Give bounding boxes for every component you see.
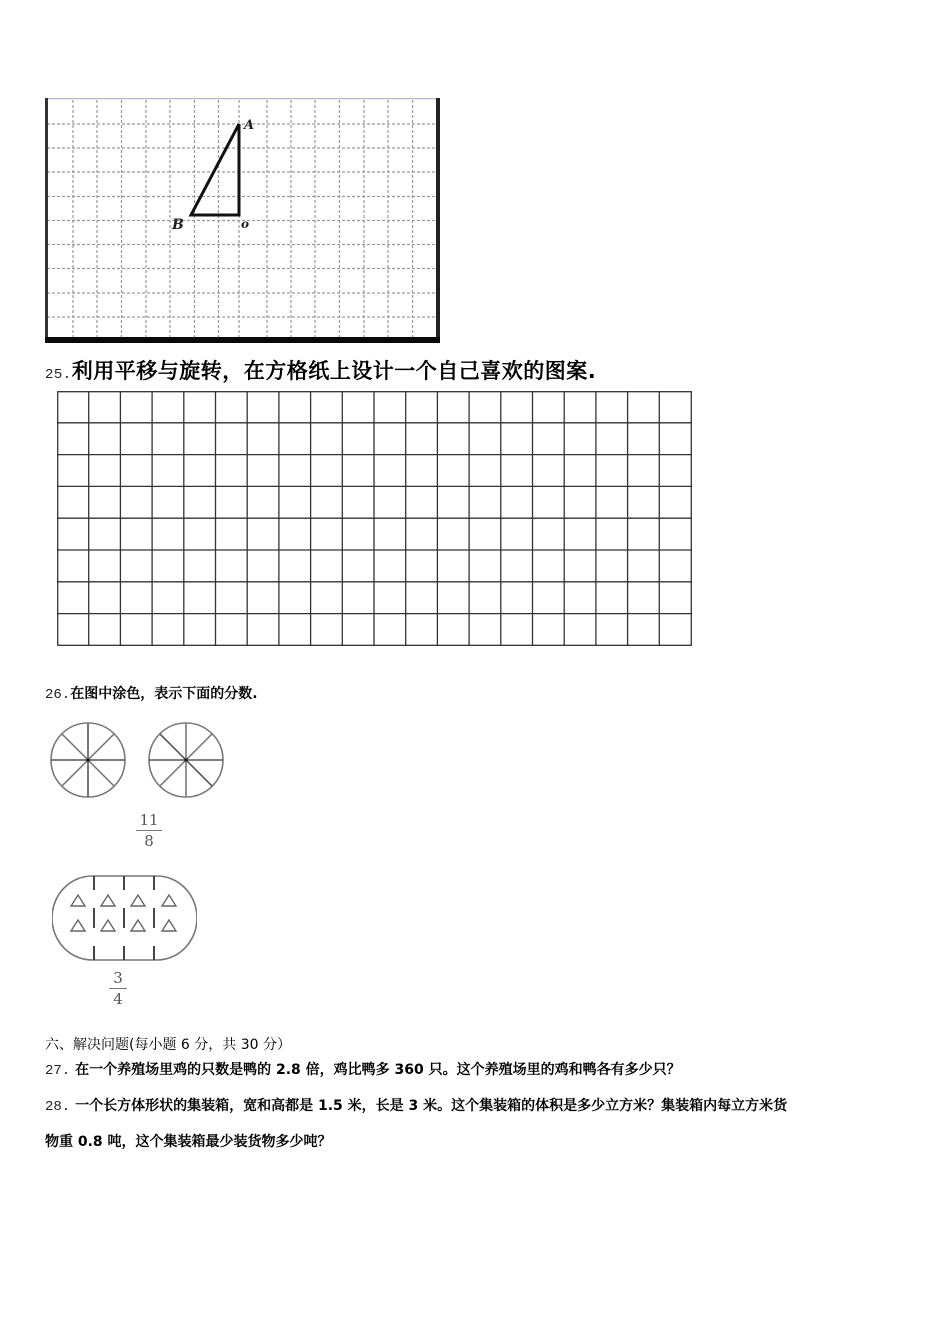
question-text: 利用平移与旋转，在方格纸上设计一个自己喜欢的图案.	[71, 359, 597, 383]
design-grid[interactable]	[57, 391, 692, 646]
section-6-heading: 六、解决问题(每小题 6 分，共 30 分）	[45, 1037, 291, 1053]
fraction-numerator: 3	[113, 969, 123, 987]
question-number: 26.	[45, 687, 71, 703]
fraction-numerator: 11	[139, 811, 159, 829]
fraction-bar	[109, 988, 127, 989]
vertex-label-o: o	[241, 217, 250, 231]
question-26	[45, 683, 258, 703]
question-number: 27.	[45, 1063, 71, 1079]
fraction-eleven-eighths	[136, 812, 162, 850]
question-28-continued: 物重 0.8 吨，这个集装箱最少装货物多少吨？	[45, 1134, 332, 1150]
circle-1[interactable]	[51, 723, 125, 797]
question-text: 在图中涂色，表示下面的分数.	[70, 686, 258, 702]
circle-2[interactable]	[149, 723, 223, 797]
vertex-label-b: B	[172, 217, 184, 233]
question-number: 25.	[45, 367, 72, 383]
question-number: 28.	[45, 1099, 71, 1115]
capsule-triangles-figure[interactable]	[52, 873, 197, 963]
fraction-bar	[136, 830, 162, 831]
triangle-grid-figure	[45, 98, 440, 343]
question-27	[45, 1059, 681, 1079]
fraction-denominator: 8	[144, 832, 154, 850]
question-text-line-1: 一个长方体形状的集装箱，宽和高都是 1.5 米，长是 3 米。这个集装箱的体积是多少立方米？集装箱内每立方米货	[75, 1098, 788, 1114]
question-28	[45, 1095, 787, 1115]
question-text: 在一个养殖场里鸡的只数是鸭的 2.8 倍，鸡比鸭多 360 只。这个养殖场里的鸡和鸭各有多少只？	[75, 1062, 681, 1078]
vertex-label-a: A	[244, 118, 255, 133]
fraction-three-quarters	[109, 970, 127, 1008]
eighths-circles[interactable]	[50, 722, 240, 802]
question-25	[45, 355, 596, 385]
divider-lines	[94, 876, 154, 960]
fraction-denominator: 4	[113, 990, 123, 1008]
